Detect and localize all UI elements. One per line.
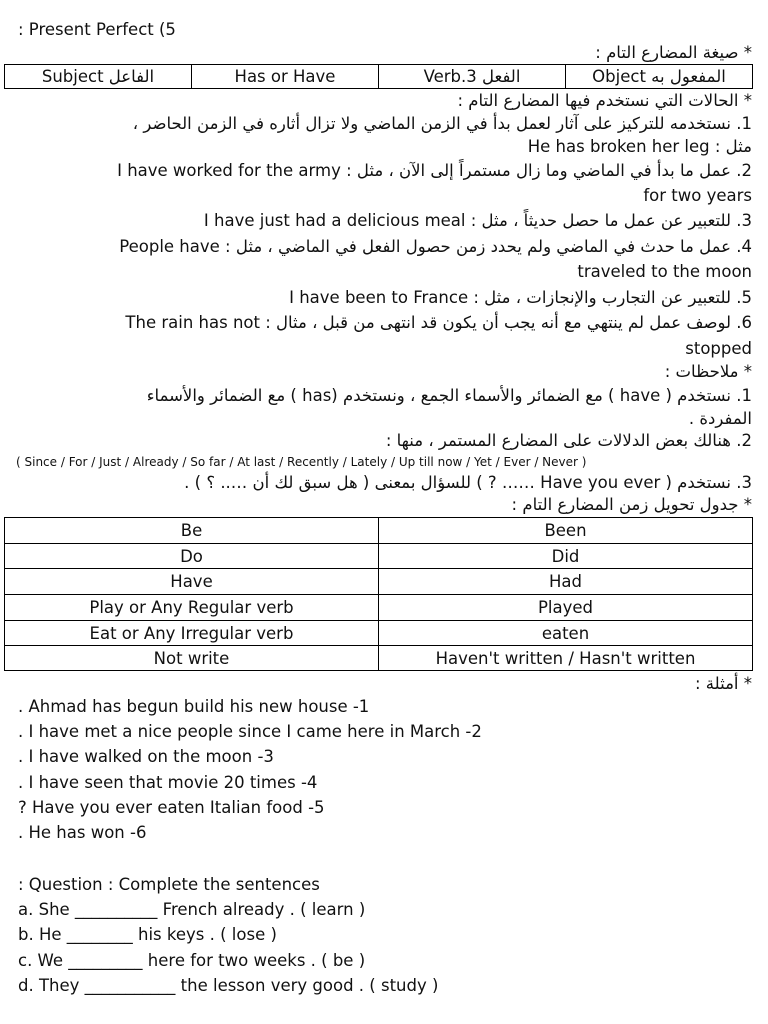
table-row (5, 646, 753, 671)
conv-base: Be (5, 518, 379, 544)
table-row (5, 518, 753, 544)
case6-line1: 6. لوصف عمل لم ينتهي مع أنه يجب أن يكون قد انتهى من قبل ، مثال : The rain has not (125, 313, 752, 332)
case2-line1: 2. عمل ما بدأ في الماضي وما زال مستمراً إلى الآن ، مثل : I have worked for the army (117, 161, 752, 180)
case3: 3. للتعبير عن عمل ما حصل حديثاً ، مثل : I have just had a delicious meal (203, 211, 752, 230)
example-6: . He has won -6 (18, 823, 147, 842)
notes-label: * ملاحظات : (664, 362, 752, 381)
table-row (5, 621, 753, 646)
example-3: . I have walked on the moon -3 (18, 747, 274, 766)
note1-line1: 1. نستخدم ( have ) مع الضمائر والأسماء الجمع ، ونستخدم (has ) مع الضمائر والأسماء (146, 386, 752, 405)
case1-line2: مثل : He has broken her leg (527, 137, 752, 156)
note2-words: ( Since / For / Just / Already / So far / At last / Recently / Lately / Up till now / Yet / Ever / Never ) (16, 455, 587, 469)
conv-base: Eat or Any Irregular verb (5, 621, 379, 646)
formula-cell-verb3: Verb.3 الفعل (379, 65, 566, 89)
conv-form: Had (379, 569, 753, 595)
conv-base: Play or Any Regular verb (5, 595, 379, 621)
conv-form: Haven't written / Hasn't written (379, 646, 753, 671)
conv-base: Do (5, 544, 379, 569)
conv-form: eaten (379, 621, 753, 646)
formula-cell-object: Object المفعول به (566, 65, 753, 89)
note3: 3. نستخدم ( Have you ever …… ? ) للسؤال بمعنى ( هل سبق لك أن ….. ؟ ) . (184, 473, 752, 492)
conv-form: Did (379, 544, 753, 569)
formula-cell-subject: Subject الفاعل (5, 65, 192, 89)
formula-cell-has-have: Has or Have (192, 65, 379, 89)
examples-label: * أمثلة : (694, 674, 752, 693)
example-2: . I have met a nice people since I came here in March -2 (18, 722, 482, 741)
question-c: c. We _________ here for two weeks . ( be ) (18, 951, 366, 970)
case5: 5. للتعبير عن التجارب والإنجازات ، مثل : I have been to France (289, 288, 752, 307)
heading: : Present Perfect (5 (18, 20, 176, 39)
formula-label: * صيغة المضارع التام : (595, 43, 752, 62)
note1-line2: المفردة . (688, 409, 752, 428)
case6-line2: stopped (685, 339, 752, 358)
question-b: b. He ________ his keys . ( lose ) (18, 925, 277, 944)
case1-line1: 1. نستخدمه للتركيز على آثار لعمل بدأ في الزمن الماضي ولا تزال أثاره في الزمن الحاضر ، (132, 114, 752, 133)
conv-base: Have (5, 569, 379, 595)
table-row (5, 595, 753, 621)
question-label: : Question : Complete the sentences (18, 875, 320, 894)
cases-label: * الحالات التي نستخدم فيها المضارع التام : (457, 91, 752, 110)
conv-form: Played (379, 595, 753, 621)
example-1: . Ahmad has begun build his new house -1 (18, 697, 370, 716)
case2-line2: for two years (643, 186, 752, 205)
conv-base: Not write (5, 646, 379, 671)
formula-table (4, 64, 753, 89)
example-5: ? Have you ever eaten Italian food -5 (18, 798, 325, 817)
case4-line2: traveled to the moon (577, 262, 752, 281)
example-4: . I have seen that movie 20 times -4 (18, 773, 318, 792)
question-a: a. She __________ French already . ( learn ) (18, 900, 366, 919)
table-row (5, 544, 753, 569)
conv-form: Been (379, 518, 753, 544)
note2: 2. هنالك بعض الدلالات على المضارع المستمر ، منها : (385, 431, 752, 450)
conversion-table (4, 517, 753, 671)
conversion-label: * جدول تحويل زمن المضارع التام : (511, 495, 752, 514)
case4-line1: 4. عمل ما حدث في الماضي ولم يحدد زمن حصول الفعل في الماضي ، مثل : People have (119, 237, 752, 256)
question-d: d. They ___________ the lesson very good . ( study ) (18, 976, 439, 995)
table-row (5, 569, 753, 595)
